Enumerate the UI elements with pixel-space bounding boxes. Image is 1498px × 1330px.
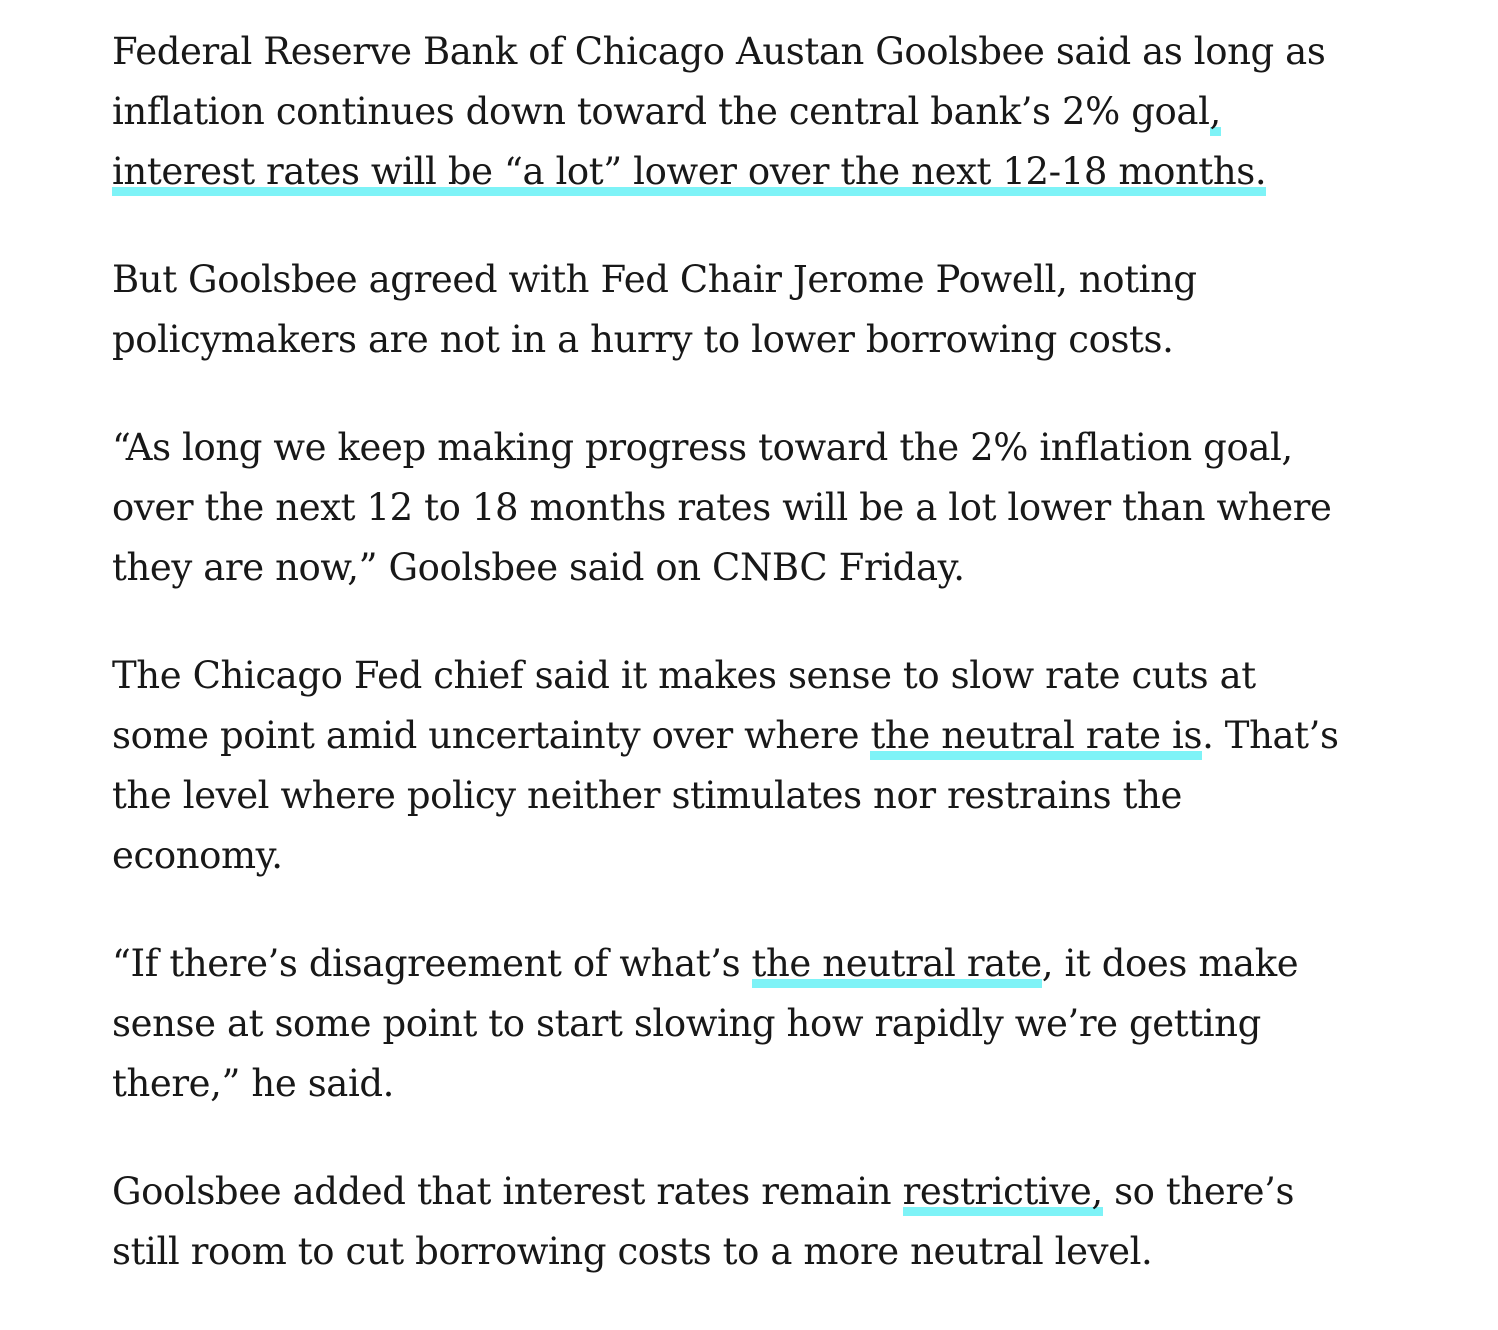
text-segment: The Chicago Fed chief said it makes sense to slow rate cuts at some point amid uncertainty over where (112, 654, 1256, 757)
quote-text: “As long we keep making progress toward the 2% inflation goal, over the next 12 to 18 months rates will be a lot lower than where they are now,” Goolsbee said on CNBC Friday. (112, 426, 1332, 589)
highlighted-text[interactable]: the neutral rate is (870, 714, 1202, 760)
highlighted-text[interactable]: the neutral rate (752, 942, 1042, 988)
text-segment: But Goolsbee agreed with Fed Chair Jerome Powell, noting policymakers are not in a hurry to lower borrowing costs. (112, 258, 1197, 361)
text-segment: . That’s the level where policy neither stimulates nor restrains the economy. (112, 714, 1339, 877)
paragraph-3 (112, 418, 1362, 598)
paragraph-5 (112, 934, 1362, 1114)
quote-text: , it does make sense at some point to start slowing how rapidly we’re getting there,” he said. (112, 942, 1299, 1105)
text-segment: so there’s still room to cut borrowing costs to a more neutral level. (112, 1170, 1295, 1273)
text-segment: Federal Reserve Bank of Chicago Austan Goolsbee said as long as inflation continues down toward the central bank’s 2% goal (112, 30, 1326, 133)
paragraph-2 (112, 250, 1362, 370)
text-segment: Goolsbee added that interest rates remain (112, 1170, 903, 1213)
quote-text: “If there’s disagreement of what’s (112, 942, 752, 985)
paragraph-1 (112, 22, 1362, 202)
paragraph-6 (112, 1162, 1362, 1282)
article-body (112, 22, 1362, 1330)
paragraph-4 (112, 646, 1362, 886)
highlighted-text[interactable]: restrictive, (903, 1170, 1103, 1216)
highlighted-text[interactable]: , interest rates will be “a lot” lower over the next 12-18 months. (112, 90, 1266, 196)
